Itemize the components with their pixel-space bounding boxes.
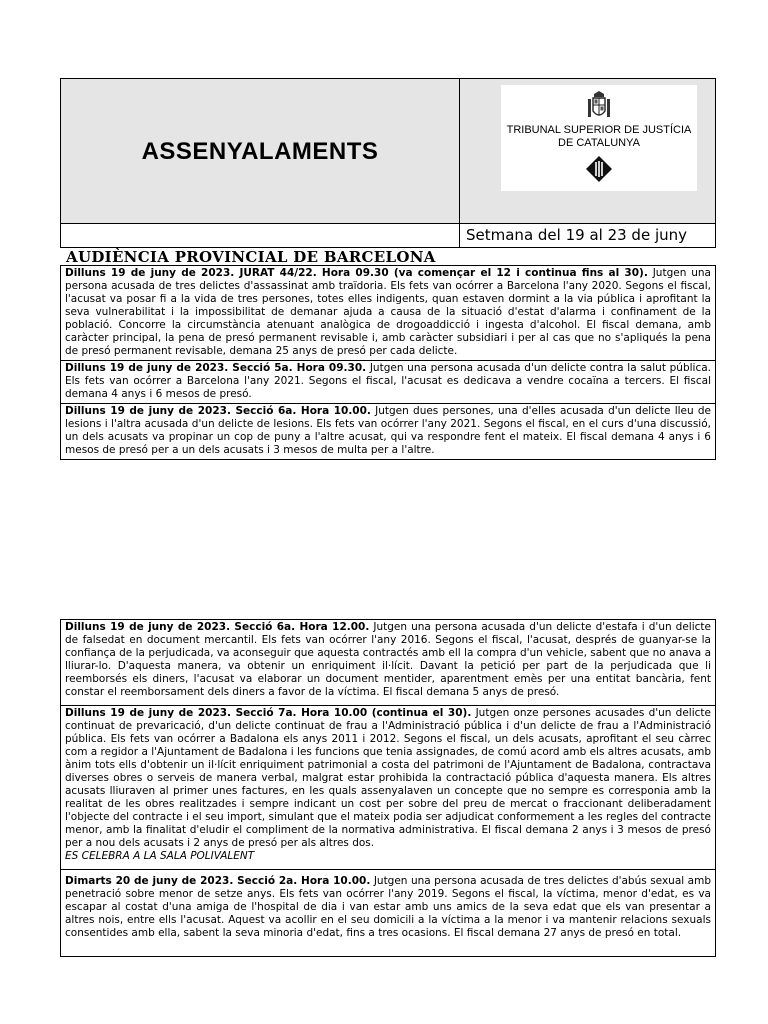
entry <box>60 705 716 870</box>
entry <box>60 360 716 404</box>
entry <box>60 619 716 706</box>
entries-top <box>60 266 716 460</box>
week-label: Setmana del 19 al 23 de juny <box>466 226 688 244</box>
entry-body: Jutgen onze persones acusades d'un delicte continuat de prevaricació, d'un delicte continuat de frau a l'Administració pública i d'un delicte de frau a l'Administració pública. Els fets van ocórrer a Badalona els anys 2011 i 2012. Segons el fiscal, un dels acusats, aprofitant el seu càrrec com a regidor a l'Ajuntament de Badalona i les funcions que tenia assignades, de comú acord amb els altres acusats, amb ànim tots ells d'obtenir un il·lícit enriquiment patrimonial a costa del patrimoni de l'Ajuntament de Badalona, contractava diverses obres o serveis de manera verbal, malgrat estar prohibida la contractació pública d'aquesta manera. Els altres acusats lliuraven al primer unes factures, en les quals assenyalaven un concepte que no sempre es corresponia amb la realitat de les obres realitzades i sempre indicant un cost per sobre del preu de mercat o fraccionant deliberadament l'objecte del contracte i el seu import, simulant que el mateix podia ser adjudicat conformement a les regles del contracte menor, amb la finalitat d'eludir el compliment de la normativa administrativa. El fiscal demana 2 anys i 3 mesos de presó per a nou dels acusats i 2 anys de presó per als altres dos. <box>65 707 711 849</box>
entry <box>60 403 716 460</box>
entry-heading: Dilluns 19 de juny de 2023. JURAT 44/22. Hora 09.30 (va començar el 12 i continua fins al 30). <box>65 267 648 279</box>
entry-body: Jutgen una persona acusada d'un delicte contra la salut pública. Els fets van ocórrer a Barcelona l'any 2021. Segons el fiscal, l'acusat es dedicava a vendre cocaïna a tercers. El fiscal demana 4 anys i 6 mesos de presó. <box>65 362 711 400</box>
entry-body: Jutgen dues persones, una d'elles acusada d'un delicte lleu de lesions i l'altra acusada d'un delicte de lesions. Els fets van ocórrer l'any 2021. Segons el fiscal, en el curs d'una discussió, un dels acusats va propinar un cop de puny a l'altre acusat, qui va respondre fent el mateix. El fiscal demana 4 anys i 6 mesos de presó per a un dels acusats i 3 mesos de multa per a l'altre. <box>65 405 711 456</box>
entry-heading: Dilluns 19 de juny de 2023. Secció 5a. Hora 09.30. <box>65 362 367 374</box>
entry <box>60 869 716 957</box>
entry <box>60 265 716 361</box>
entry-heading: Dilluns 19 de juny de 2023. Secció 6a. Hora 10.00. <box>65 405 371 417</box>
entry-body: Jutgen una persona acusada de tres delictes d'abús sexual amb penetració sobre menor de setze anys. Els fets van ocórrer l'any 2019. Segons el fiscal, la víctima, menor d'edat, es va escapar al costat d'una amiga de l'hospital de dia i van estar amb uns amics de la seva edat que els van presentar a altres nois, entre ells l'acusat. Aquest va acollir en el seu domicili a la víctima a la menor i va mantenir relacions sexuals consentides amb ella, sabent la seva minoria d'edat, fins a tres ocasions. El fiscal demana 27 anys de presó en total. <box>65 875 711 939</box>
logo-text-line2: DE CATALUNYA <box>558 137 640 149</box>
header-panel <box>60 78 716 224</box>
entry-heading: Dilluns 19 de juny de 2023. Secció 7a. Hora 10.00 (continua el 30). <box>65 707 472 719</box>
header-divider <box>459 79 460 225</box>
emblem-icon <box>585 155 613 183</box>
section-title: AUDIÈNCIA PROVINCIAL DE BARCELONA <box>66 248 436 266</box>
week-row <box>60 223 716 248</box>
page-title: ASSENYALAMENTS <box>141 138 379 165</box>
week-divider <box>459 224 460 248</box>
entry-heading: Dilluns 19 de juny de 2023. Secció 6a. Hora 12.00. <box>65 621 370 633</box>
tsjc-logo <box>501 85 697 191</box>
entry-body: Jutgen una persona acusada de tres delictes d'assassinat amb traïdoria. Els fets van ocórrer a Barcelona l'any 2020. Segons el fiscal, l'acusat va posar fi a la vida de tres persones, totes elles indigents, quan estaven dormint a la via pública i aprofitant la seva vulnerabilitat i la impossibilitat de demanar ajuda a causa de la situació d'estat d'alarma i confinament de la població. Concorre la circumstància atenuant analògica de drogoaddicció i ingesta d'alcohol. El fiscal demana, amb caràcter principal, la pena de presó permanent revisable i, amb caràcter subsidiari i per al cas que no s'apliqués la pena de presó permanent revisable, demana 25 anys de presó per cada delicte. <box>65 267 711 357</box>
coat-of-arms-icon <box>586 91 612 121</box>
logo-text-line1: TRIBUNAL SUPERIOR DE JUSTÍCIA <box>506 124 692 136</box>
logo-text <box>507 124 692 150</box>
entry-heading: Dimarts 20 de juny de 2023. Secció 2a. Hora 10.00. <box>65 875 371 887</box>
entries-bottom <box>60 620 716 957</box>
entry-body: Jutgen una persona acusada d'un delicte d'estafa i d'un delicte de falsedat en document mercantil. Els fets van ocórrer l'any 2016. Segons el fiscal, l'acusat, després de guanyar-se la confiança de la perjudicada, va aconseguir que aquesta contractés amb ell la compra d'un vehicle, sabent que no anava a lliurar-lo. D'aquesta manera, va obtenir un enriquiment il·lícit. Davant la petició per part de la perjudicada que li reemborsés els diners, l'acusat va elaborar un document mentider, aparentment emès per una entitat bancària, fent constar el reemborsament dels diners a favor de la víctima. El fiscal demana 5 anys de presó. <box>65 621 711 698</box>
entry-note: ES CELEBRA A LA SALA POLIVALENT <box>65 850 255 862</box>
